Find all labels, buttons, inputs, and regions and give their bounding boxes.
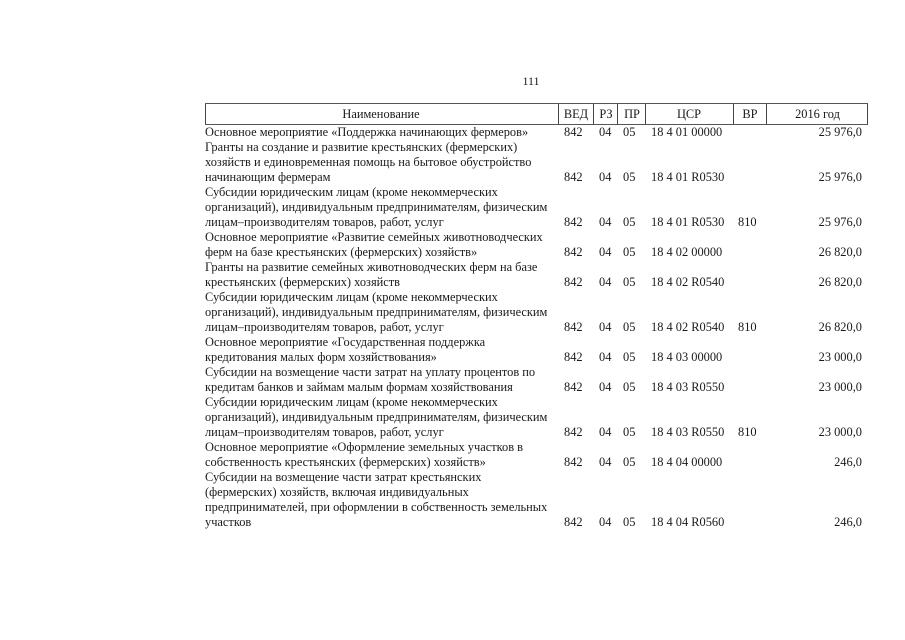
row-vr: 810 [738,215,757,229]
row-pr: 05 [623,455,636,469]
row-rz: 04 [599,380,612,394]
table-row [205,395,868,440]
row-pr: 05 [623,515,636,529]
table-row [205,290,868,335]
header-divider [733,104,734,124]
table-row [205,260,868,290]
row-pr: 05 [623,245,636,259]
row-amount: 23 000,0 [818,350,862,364]
row-name: Гранты на развитие семейных животноводческих ферм на базе крестьянских (фермерских) хозяйств [205,260,538,289]
row-rz: 04 [599,515,612,529]
row-ved: 842 [564,125,583,139]
table-row [205,440,868,470]
row-csr: 18 4 01 R0530 [651,170,725,184]
row-amount: 25 976,0 [818,125,862,139]
row-pr: 05 [623,320,636,334]
row-pr: 05 [623,350,636,364]
row-csr: 18 4 03 00000 [651,350,723,364]
row-name: Субсидии юридическим лицам (кроме некоммерческих организаций), индивидуальным предпринимателям, физическим лицам–производителям товаров, работ, услуг [205,290,548,334]
row-ved: 842 [564,245,583,259]
header-divider [617,104,618,124]
row-rz: 04 [599,320,612,334]
row-name: Гранты на создание и развитие крестьянских (фермерских) хозяйств и единовременная помощь на бытовое обустройство начинающим фермерам [205,140,532,184]
row-name: Основное мероприятие «Оформление земельных участков в собственность крестьянских (фермерских) хозяйств» [205,440,524,469]
row-pr: 05 [623,125,636,139]
row-rz: 04 [599,455,612,469]
row-csr: 18 4 02 00000 [651,245,723,259]
row-name: Субсидии юридическим лицам (кроме некоммерческих организаций), индивидуальным предпринимателям, физическим лицам–производителям товаров, работ, услуг [205,185,548,229]
row-amount: 26 820,0 [818,320,862,334]
row-pr: 05 [623,380,636,394]
table-row [205,125,868,140]
header-csr: ЦСР [676,107,702,121]
row-ved: 842 [564,425,583,439]
row-pr: 05 [623,215,636,229]
table-row [205,230,868,260]
row-pr: 05 [623,425,636,439]
row-rz: 04 [599,245,612,259]
row-amount: 25 976,0 [818,170,862,184]
row-amount: 26 820,0 [818,245,862,259]
row-name: Субсидии на возмещение части затрат на уплату процентов по кредитам банков и займам малым формам хозяйствования [205,365,536,394]
row-vr: 810 [738,425,757,439]
header-divider [645,104,646,124]
row-name: Основное мероприятие «Поддержка начинающих фермеров» [205,125,529,139]
row-ved: 842 [564,380,583,394]
table-header [205,103,868,125]
header-name: Наименование [342,107,420,121]
row-csr: 18 4 04 R0560 [651,515,725,529]
row-csr: 18 4 02 R0540 [651,320,725,334]
row-amount: 25 976,0 [818,215,862,229]
row-name: Основное мероприятие «Развитие семейных животноводческих ферм на базе крестьянских (фермерских) хозяйств» [205,230,543,259]
row-rz: 04 [599,425,612,439]
page-number: 111 [522,74,540,88]
header-year: 2016 год [795,107,840,121]
header-divider [558,104,559,124]
header-vr: ВР [742,107,758,121]
table-body [205,125,868,530]
row-pr: 05 [623,170,636,184]
row-amount: 246,0 [834,455,862,469]
row-ved: 842 [564,215,583,229]
header-ved: ВЕД [563,107,589,121]
budget-table [205,103,868,530]
row-ved: 842 [564,275,583,289]
header-divider [867,104,868,124]
row-amount: 246,0 [834,515,862,529]
row-amount: 26 820,0 [818,275,862,289]
row-csr: 18 4 03 R0550 [651,425,725,439]
row-amount: 23 000,0 [818,380,862,394]
row-rz: 04 [599,275,612,289]
header-rz: РЗ [599,107,613,121]
table-row [205,335,868,365]
row-pr: 05 [623,275,636,289]
table-row [205,470,868,530]
header-divider [205,104,206,124]
row-rz: 04 [599,125,612,139]
row-ved: 842 [564,515,583,529]
row-name: Основное мероприятие «Государственная поддержка кредитования малых форм хозяйствования» [205,335,486,364]
row-csr: 18 4 03 R0550 [651,380,725,394]
row-name: Субсидии юридическим лицам (кроме некоммерческих организаций), индивидуальным предпринимателям, физическим лицам–производителям товаров, работ, услуг [205,395,548,439]
row-csr: 18 4 02 R0540 [651,275,725,289]
row-vr: 810 [738,320,757,334]
row-name: Субсидии на возмещение части затрат крестьянских (фермерских) хозяйств, включая индивидуальных предпринимателей, при оформлении в собственность земельных участков [205,470,548,529]
row-csr: 18 4 01 R0530 [651,215,725,229]
row-ved: 842 [564,350,583,364]
row-csr: 18 4 01 00000 [651,125,723,139]
row-ved: 842 [564,170,583,184]
header-divider [766,104,767,124]
row-rz: 04 [599,170,612,184]
header-divider [593,104,594,124]
row-ved: 842 [564,455,583,469]
row-rz: 04 [599,350,612,364]
row-csr: 18 4 04 00000 [651,455,723,469]
row-rz: 04 [599,215,612,229]
row-amount: 23 000,0 [818,425,862,439]
header-pr: ПР [624,107,640,121]
table-row [205,365,868,395]
row-ved: 842 [564,320,583,334]
table-row [205,185,868,230]
table-row [205,140,868,185]
